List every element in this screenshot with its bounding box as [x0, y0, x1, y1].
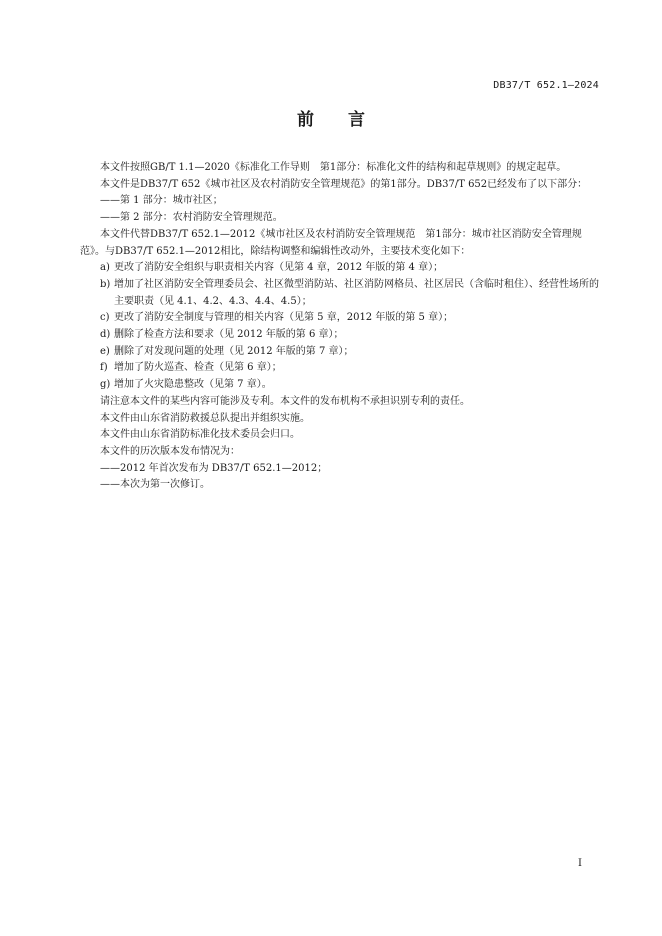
paragraph-replacement: 本文件代替DB37/T 652.1—2012《城市社区及农村消防安全管理规范 第1部分：城市社区消防安全管理规范》。与DB37/T 652.1—2012相比，除结构调整和编辑性改动外，主要技术变化如下：: [80, 228, 582, 257]
foreword-body: [80, 160, 600, 494]
change-item-text: 更改了消防安全制度与管理的相关内容（见第 5 章，2012 年版的第 5 章）；: [114, 312, 454, 324]
paragraph-history-intro: 本文件的历次版本发布情况为：: [100, 445, 240, 457]
change-item-mark: g): [100, 379, 111, 391]
change-item-c: [80, 310, 600, 327]
history-item-2012: ——2012 年首次发布为 DB37/T 652.1—2012；: [100, 462, 328, 474]
list-item-part-2: ——第 2 部分：农村消防安全管理规范。: [100, 212, 283, 224]
change-item-g: [80, 377, 600, 394]
list-item-part-1: ——第 1 部分：城市社区；: [100, 195, 223, 207]
document-code: DB37/T 652.1—2024: [493, 80, 599, 91]
change-item-mark: e): [100, 345, 110, 357]
paragraph-part-info: 本文件是DB37/T 652《城市社区及农村消防安全管理规范》的第1部分。DB37/T 652已经发布了以下部分：: [100, 178, 588, 190]
paragraph-proposer: 本文件由山东省消防救援总队提出并组织实施。: [100, 412, 310, 424]
change-item-mark: a): [100, 262, 110, 274]
change-item-text: 删除了检查方法和要求（见 2012 年版的第 6 章）；: [114, 329, 344, 341]
change-item-a: [80, 260, 600, 277]
change-item-text: 增加了防火巡查、检查（见第 6 章）；: [114, 362, 282, 374]
change-item-b: [80, 277, 600, 310]
paragraph-drafting-basis: 本文件按照GB/T 1.1—2020《标准化工作导则 第1部分：标准化文件的结构和起草规则》的规定起草。: [100, 162, 567, 173]
change-item-text: 删除了对发现问题的处理（见 2012 年版的第 7 章）；: [114, 345, 354, 357]
change-item-text: 增加了社区消防安全管理委员会、社区微型消防站、社区消防网格员、社区居民（含临时租住）、经营性场所的主要职责（见 4.1、4.2、4.3、4.4、4.5）；: [114, 278, 599, 307]
page-number: I: [578, 858, 582, 869]
change-item-f: [80, 360, 600, 377]
change-item-mark: b): [100, 278, 111, 290]
page-title: 前言: [297, 110, 399, 130]
history-item-revision: ——本次为第一次修订。: [100, 479, 210, 491]
change-item-mark: c): [100, 312, 110, 324]
change-item-text: 更改了消防安全组织与职责相关内容（见第 4 章，2012 年版的第 4 章）；: [114, 262, 444, 274]
change-item-text: 增加了火灾隐患整改（见第 7 章）。: [114, 379, 272, 391]
change-item-mark: f): [100, 362, 108, 374]
paragraph-patent-notice: 请注意本文件的某些内容可能涉及专利。本文件的发布机构不承担识别专利的责任。: [100, 395, 470, 407]
change-item-d: [80, 327, 600, 344]
change-item-mark: d): [100, 329, 111, 341]
paragraph-committee: 本文件由山东省消防标准化技术委员会归口。: [100, 429, 300, 441]
change-item-e: [80, 344, 600, 361]
